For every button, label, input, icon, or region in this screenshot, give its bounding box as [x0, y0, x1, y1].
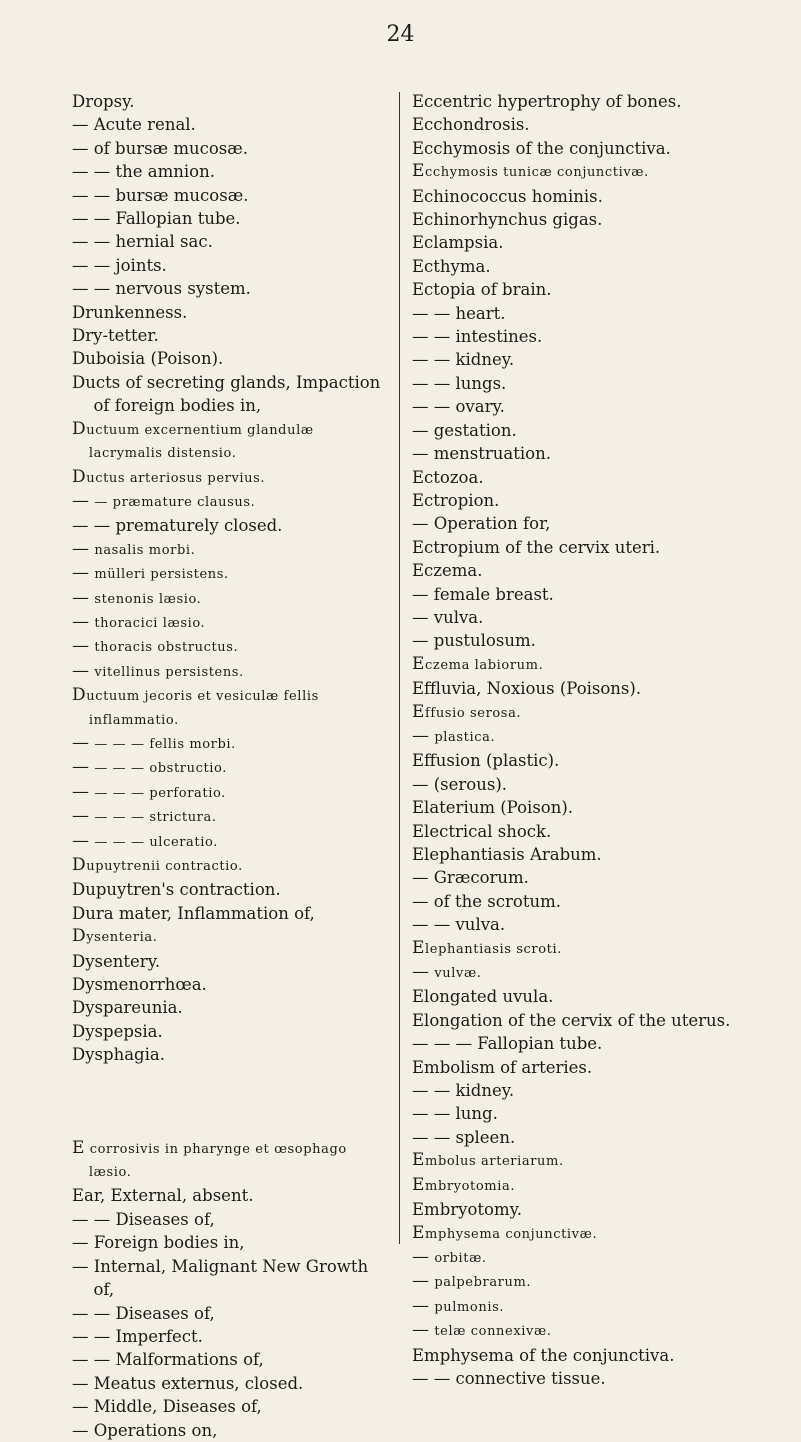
index-entry: — — — — ulceratio. — [72, 830, 218, 851]
index-entry: — gestation. — [412, 420, 517, 440]
index-entry: — mülleri persistens. — [72, 563, 229, 584]
page-number: 24 — [386, 22, 415, 47]
index-entry: — — lung. — [412, 1104, 498, 1124]
index-entry: Ductuum excernentium glandulæ lacrymalis distensio. — [72, 418, 314, 462]
index-entry: — female breast. — [412, 584, 554, 604]
section-gap — [72, 1067, 392, 1137]
index-entry: — Operations on, — [72, 1420, 218, 1440]
index-entry: Elaterium (Poison). — [412, 798, 574, 818]
index-entry: E corrosivis in pharynge et œsophago læsio. — [72, 1137, 347, 1181]
index-entry: — pustulosum. — [412, 631, 536, 651]
index-entry: Elongated uvula. — [412, 987, 554, 1007]
index-entry: — — — — fellis morbi. — [72, 732, 236, 753]
index-entry: — — Diseases of, — [72, 1209, 215, 1229]
index-entry: — — joints. — [72, 255, 167, 275]
index-entry: Emphysema of the conjunctiva. — [412, 1345, 675, 1365]
index-entry: — — the amnion. — [72, 162, 215, 182]
index-entry: Eczema labiorum. — [412, 653, 544, 674]
index-entry: — — connective tissue. — [412, 1368, 606, 1388]
index-entry: Ductuum jecoris et vesiculæ fellis inflammatio. — [72, 685, 319, 728]
index-entry: — Middle, Diseases of, — [72, 1397, 262, 1417]
index-entry: — — — Fallopian tube. — [412, 1034, 603, 1054]
index-entry: Dysphagia. — [72, 1045, 165, 1065]
index-entry: — Internal, Malignant New Growth of, — [72, 1256, 369, 1300]
index-entry: — — vulva. — [412, 915, 506, 935]
index-entry: — — lungs. — [412, 373, 507, 393]
index-entry: Drunkenness. — [72, 302, 188, 322]
index-entry: — — prematurely closed. — [72, 516, 283, 536]
index-entry: Ecchondrosis. — [412, 115, 530, 135]
index-entry: Ectropium of the cervix uteri. — [412, 537, 661, 557]
index-entry: — — — — strictura. — [72, 806, 217, 827]
index-entry: — — hernial sac. — [72, 232, 213, 252]
index-entry: Dysmenorrhœa. — [72, 975, 207, 995]
index-entry: Ectozoa. — [412, 467, 484, 487]
index-entry: — vitellinus persistens. — [72, 660, 244, 681]
index-entry: Ectropion. — [412, 490, 500, 510]
index-entry: Ectopia of brain. — [412, 280, 552, 300]
index-entry: — (serous). — [412, 774, 508, 794]
index-entry: Ecchymosis tunicæ conjunctivæ. — [412, 161, 649, 182]
index-entry: Dyspareunia. — [72, 998, 183, 1018]
index-entry: Emphysema conjunctivæ. — [412, 1222, 598, 1243]
index-entry: — — nervous system. — [72, 279, 251, 299]
index-entry: — — ovary. — [412, 397, 505, 417]
index-entry: Dura mater, Inflammation of, — [72, 903, 315, 923]
index-entry: — Græcorum. — [412, 868, 529, 888]
index-entry: Eclampsia. — [412, 233, 504, 253]
index-entry: — — heart. — [412, 303, 506, 323]
index-entry: — pulmonis. — [412, 1295, 505, 1316]
index-entry: — thoracis obstructus. — [72, 636, 239, 657]
index-entry: Echinococcus hominis. — [412, 186, 603, 206]
index-entry: Dysenteria. — [72, 926, 158, 947]
index-entry: — — — — perforatio. — [72, 781, 226, 802]
index-entry: — of the scrotum. — [412, 891, 561, 911]
index-entry: — nasalis morbi. — [72, 538, 196, 559]
index-entry: Embryotomia. — [412, 1174, 516, 1195]
index-entry: — — Imperfect. — [72, 1326, 203, 1346]
index-entry: Electrical shock. — [412, 821, 552, 841]
index-entry: Embryotomy. — [412, 1200, 522, 1220]
index-entry: — menstruation. — [412, 444, 551, 464]
index-entry: — — kidney. — [412, 350, 515, 370]
index-entry: — — præmature clausus. — [72, 490, 256, 511]
index-entry: — — bursæ mucosæ. — [72, 185, 249, 205]
index-entry: Dyspepsia. — [72, 1021, 163, 1041]
index-entry: — plastica. — [412, 725, 496, 746]
index-entry: Ducts of secreting glands, Impaction of foreign bodies in, — [72, 372, 381, 416]
index-entry: Duboisia (Poison). — [72, 349, 224, 369]
index-entry: Effusio serosa. — [412, 701, 522, 722]
index-entry: — palpebrarum. — [412, 1271, 532, 1292]
index-entry: Elephantiasis scroti. — [412, 937, 562, 958]
index-entry: — Foreign bodies in, — [72, 1233, 245, 1253]
index-entry: Effluvia, Noxious (Poisons). — [412, 679, 642, 699]
index-entry: — — Diseases of, — [72, 1303, 215, 1323]
index-entry: Eccentric hypertrophy of bones. — [412, 92, 682, 111]
index-entry: — telæ connexivæ. — [412, 1320, 552, 1341]
index-entry: — — intestines. — [412, 327, 543, 347]
index-entry: — — kidney. — [412, 1081, 515, 1101]
index-entry: Embolism of arteries. — [412, 1057, 593, 1077]
index-entry: — Meatus externus, closed. — [72, 1373, 304, 1393]
index-entry: Dropsy. — [72, 92, 135, 111]
index-entry: — — spleen. — [412, 1127, 516, 1147]
index-column-right — [412, 90, 782, 1390]
index-entry: — vulvæ. — [412, 962, 482, 983]
index-entry: — orbitæ. — [412, 1246, 487, 1267]
index-entry: Echinorhynchus gigas. — [412, 210, 603, 230]
index-entry: — vulva. — [412, 607, 484, 627]
index-entry: Ecthyma. — [412, 256, 491, 276]
index-entry: Eczema. — [412, 561, 483, 581]
index-entry: — stenonis læsio. — [72, 587, 202, 608]
index-entry: Ecchymosis of the conjunctiva. — [412, 138, 671, 158]
index-entry: Dupuytrenii contractio. — [72, 855, 243, 875]
index-entry: Dysentery. — [72, 951, 161, 971]
index-entry: Ear, External, absent. — [72, 1186, 254, 1206]
index-entry: Effusion (plastic). — [412, 751, 560, 771]
index-entry: Embolus arteriarum. — [412, 1150, 564, 1171]
index-entry: Ductus arteriosus pervius. — [72, 466, 266, 487]
index-entry: — of bursæ mucosæ. — [72, 138, 248, 158]
index-entry: Dry-tetter. — [72, 326, 159, 346]
index-entry: Elongation of the cervix of the uterus. — [412, 1010, 731, 1030]
index-entry: — — Malformations of, — [72, 1350, 264, 1370]
index-entry: — thoracici læsio. — [72, 611, 206, 632]
index-entry: — — Fallopian tube. — [72, 209, 241, 229]
column-divider — [399, 92, 400, 1244]
index-entry: Elephantiasis Arabum. — [412, 845, 602, 864]
index-entry: Dupuytren's contraction. — [72, 880, 281, 900]
index-entry: — — — — obstructio. — [72, 757, 227, 778]
index-entry: — Operation for, — [412, 514, 551, 534]
index-column-left — [72, 90, 392, 1442]
index-entry: — Acute renal. — [72, 115, 196, 135]
